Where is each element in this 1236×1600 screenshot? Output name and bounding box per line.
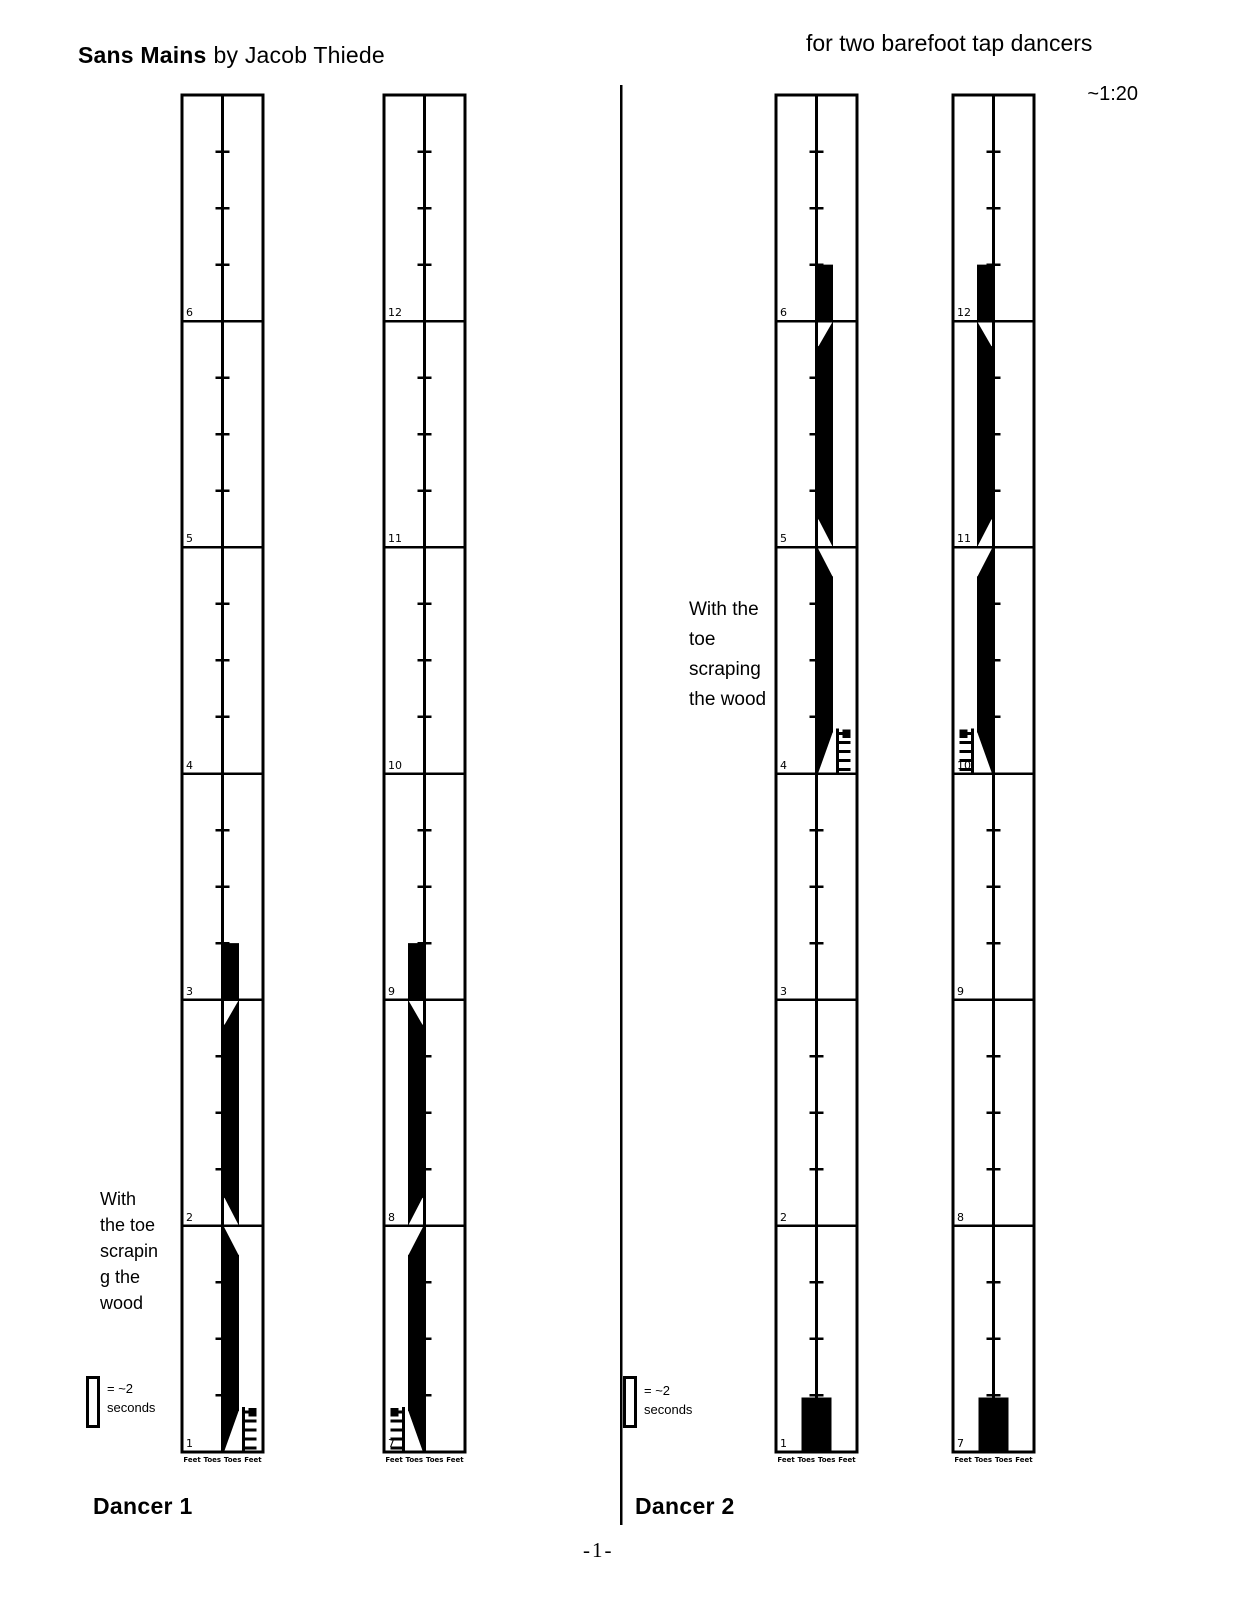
measure-number: 7 — [388, 1437, 395, 1450]
measure-number: 12 — [388, 306, 402, 320]
measure-number: 5 — [186, 532, 193, 546]
sustain-bar — [818, 576, 833, 732]
dancer1-label: Dancer 1 — [93, 1493, 193, 1519]
lane-labels — [384, 1456, 465, 1464]
annotation-line: the wood — [689, 689, 767, 710]
sustain-end-wedge — [818, 732, 833, 774]
legend-duration-box-dancer1 — [86, 1376, 100, 1428]
annotation-line: scrapin — [100, 1241, 159, 1261]
sustain-taper — [408, 1197, 423, 1226]
lane-label: Toes — [994, 1456, 1013, 1464]
sustain-end-wedge — [224, 1410, 239, 1452]
lane-label: Toes — [425, 1456, 444, 1464]
measure-number: 4 — [186, 758, 193, 772]
lane-label: Toes — [974, 1456, 993, 1464]
sustain-notch — [818, 321, 833, 347]
annotation-line: With — [100, 1189, 136, 1209]
measure-number: 2 — [186, 1210, 193, 1224]
lane-label: Toes — [203, 1456, 222, 1464]
scrape-comb-dot — [842, 730, 850, 738]
measure-number: 6 — [186, 306, 193, 320]
measure-number: 2 — [780, 1210, 787, 1224]
sustain-taper — [818, 518, 833, 547]
sustain-widen — [818, 548, 833, 577]
lane-labels — [953, 1456, 1034, 1464]
sustain-taper — [224, 1197, 239, 1226]
lane-labels — [776, 1456, 857, 1464]
sustain-bar — [408, 1025, 423, 1198]
legend-line1: = ~2 — [107, 1381, 134, 1396]
sustain-widen — [977, 548, 992, 577]
annotation-line: scraping — [689, 659, 761, 680]
lane-label: Toes — [797, 1456, 816, 1464]
staff-column-1-1 — [182, 95, 263, 1452]
staff-column-2-1 — [776, 95, 857, 1452]
sustain-notch — [224, 1000, 239, 1026]
sustain-bar — [818, 346, 833, 519]
annotation-dancer2 — [689, 595, 799, 715]
measure-number: 9 — [388, 984, 395, 998]
page-number: -1- — [583, 1538, 614, 1562]
stomp-block — [802, 1397, 832, 1452]
sustain-bar — [818, 265, 833, 323]
legend-line1: = ~2 — [644, 1383, 671, 1398]
lane-label: Feet — [838, 1456, 856, 1464]
sustain-widen — [224, 1227, 239, 1256]
legend-line2: seconds — [107, 1400, 156, 1415]
sustain-widen — [408, 1227, 423, 1256]
sustain-bar — [977, 346, 992, 519]
sustain-bar — [408, 943, 423, 1001]
page-title — [78, 42, 385, 69]
measure-number: 8 — [957, 1210, 964, 1224]
lane-label: Toes — [223, 1456, 242, 1464]
sustain-bar — [224, 1255, 239, 1411]
sustain-bar — [977, 576, 992, 732]
byline-text: by Jacob Thiede — [213, 42, 385, 68]
dedication-text: for two barefoot tap dancers — [806, 30, 1093, 56]
legend-line2: seconds — [644, 1402, 693, 1417]
lane-label: Feet — [1015, 1456, 1033, 1464]
measure-number: 3 — [780, 984, 787, 998]
lane-label: Toes — [405, 1456, 424, 1464]
sustain-bar — [408, 1255, 423, 1411]
sustain-end-wedge — [408, 1410, 423, 1452]
sustain-notch — [408, 1000, 423, 1026]
scrape-comb-dot — [390, 1408, 398, 1416]
annotation-dancer1 — [100, 1186, 190, 1316]
lane-label: Feet — [446, 1456, 464, 1464]
staff-column-2-2 — [953, 95, 1034, 1452]
measure-number: 11 — [957, 532, 971, 546]
scrape-comb-dot — [248, 1408, 256, 1416]
lane-label: Feet — [385, 1456, 403, 1464]
lane-label: Feet — [183, 1456, 201, 1464]
lane-label: Feet — [244, 1456, 262, 1464]
measure-number: 7 — [957, 1437, 964, 1450]
measure-number: 3 — [186, 984, 193, 998]
lane-label: Feet — [954, 1456, 972, 1464]
annotation-line: the toe — [100, 1215, 156, 1235]
annotation-line: g the — [100, 1267, 141, 1287]
legend-label-dancer2 — [644, 1381, 692, 1419]
annotation-line: wood — [100, 1293, 144, 1313]
measure-number: 11 — [388, 532, 402, 546]
measure-number: 5 — [780, 532, 787, 546]
stomp-block — [979, 1397, 1009, 1452]
sustain-notch — [977, 321, 992, 347]
measure-number: 1 — [780, 1437, 787, 1450]
annotation-line: toe — [689, 629, 716, 650]
scrape-comb-dot — [959, 730, 967, 738]
legend-label-dancer1 — [107, 1379, 155, 1417]
measure-number: 1 — [186, 1437, 193, 1450]
measure-number: 6 — [780, 306, 787, 320]
sustain-bar — [224, 943, 239, 1001]
measure-number: 8 — [388, 1210, 395, 1224]
measure-number: 10 — [388, 758, 402, 772]
measure-number: 9 — [957, 984, 964, 998]
measure-number: 4 — [780, 758, 787, 772]
measure-number: 10 — [957, 758, 971, 772]
sustain-bar — [224, 1025, 239, 1198]
legend-duration-box-dancer2 — [623, 1376, 637, 1428]
duration-text: ~1:20 — [1087, 83, 1138, 105]
title-text: Sans Mains — [78, 42, 207, 68]
lane-label: Toes — [817, 1456, 836, 1464]
sustain-end-wedge — [977, 732, 992, 774]
dancer2-label: Dancer 2 — [635, 1493, 735, 1519]
staff-column-1-2 — [384, 95, 465, 1452]
sustain-bar — [977, 265, 992, 323]
annotation-line: With the — [689, 599, 759, 620]
measure-number: 12 — [957, 306, 971, 320]
lane-labels — [182, 1456, 263, 1464]
sustain-taper — [977, 518, 992, 547]
lane-label: Feet — [777, 1456, 795, 1464]
